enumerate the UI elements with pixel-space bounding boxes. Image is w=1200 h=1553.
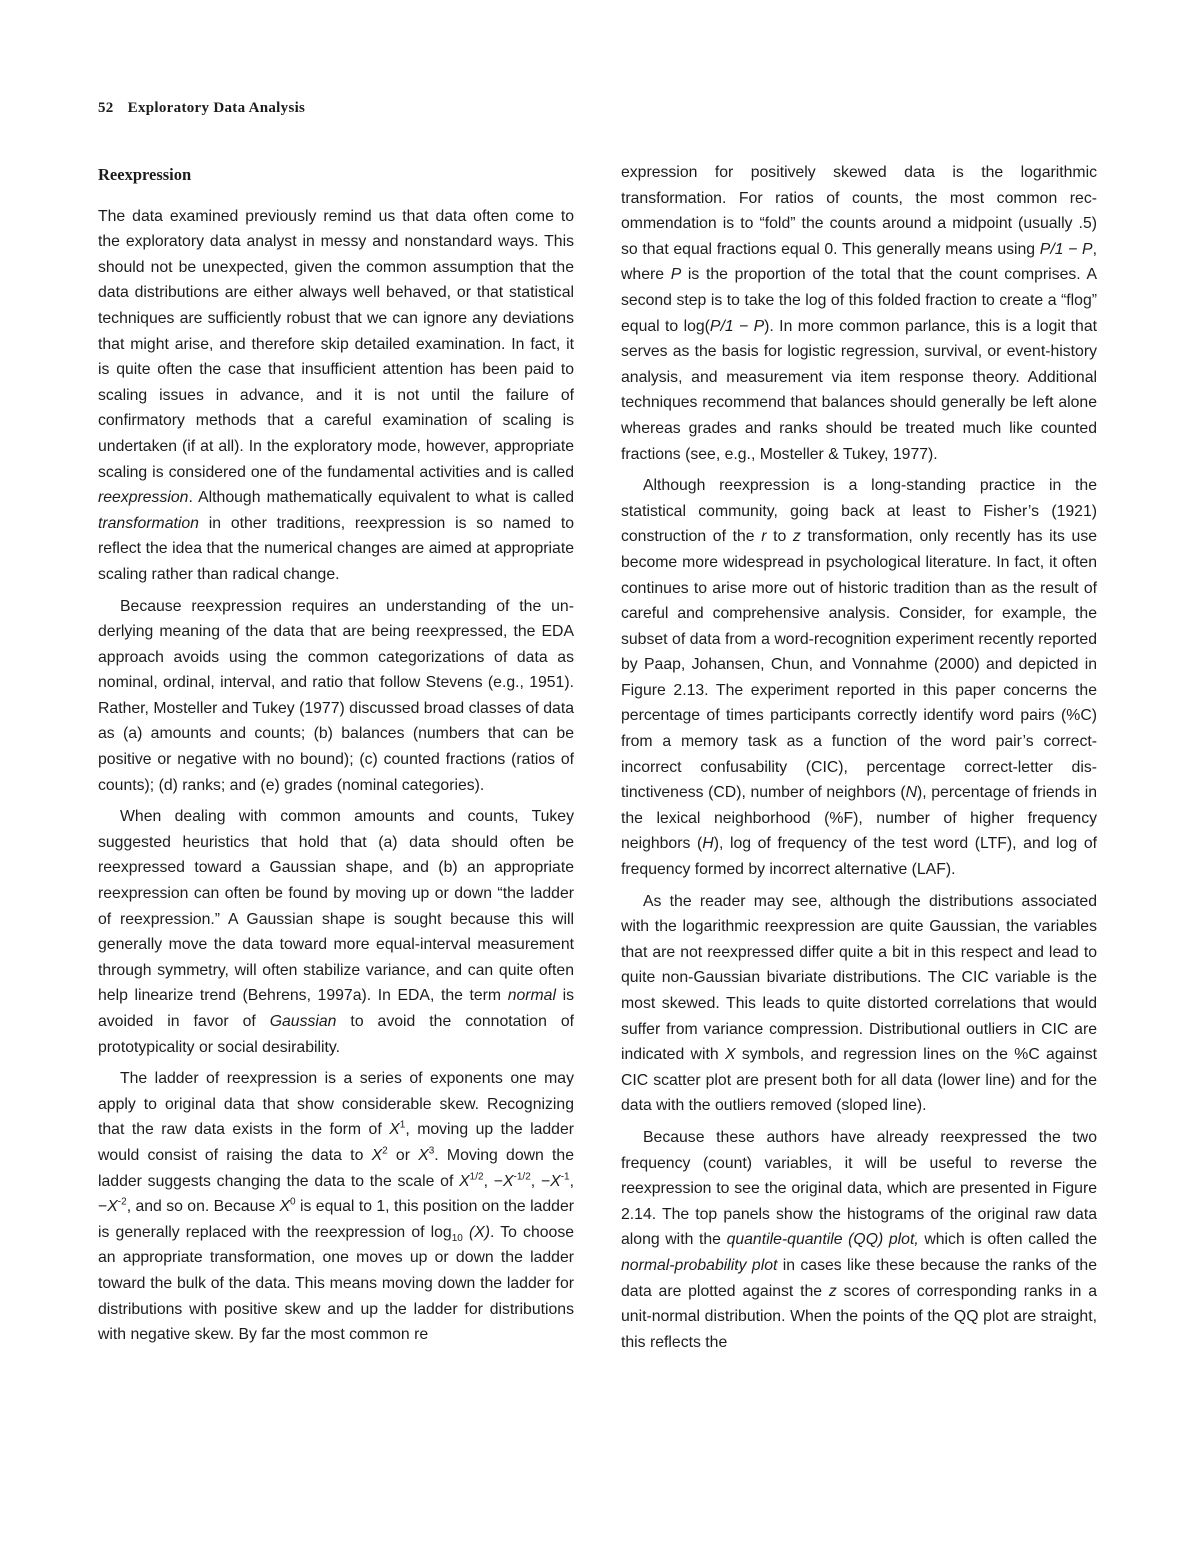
page-number: 52	[98, 100, 114, 116]
left-column	[98, 160, 574, 1354]
right-paragraph-3: As the reader may see, although the distributions associated with the logarithmic reexpression are quite Gaussian, the variables that are not reexpressed differ quite a bit in this respect and lead to quite non-Gaussian bivariate distributions. The CIC variable is the most skewed. This leads to quite distorted correlations that would suffer from variance compression. Distributional outliers in CIC are indicated with X symbols, and regression lines on the %C against CIC scatter plot are present both for all data (lower line) and for the data with the outliers removed (sloped line).	[621, 892, 1097, 1115]
right-paragraph-2: Although reexpression is a long-standing practice in the statistical community, going back at least to Fisher’s (1921) construction of the r to z transformation, only recently has its use become more widespread in psychological literature. In fact, it often continues to arise more out of historic tradition than as the result of careful and comprehensive analysis. Consider, for example, the subset of data from a word-recognition experiment recently reported by Paap, Johansen, Chun, and Vonnahme (2000) and depicted in Figure 2.13. The experiment reported in this paper concerns the percentage of times participants correctly identify word pairs (%C) from a memory task as a function of the word pair’s correct-incorrect confusability (CIC), percentage correct-letter distinctiveness (CD), number of neighbors (N), percentage of friends in the lexical neighborhood (%F), number of higher frequency neighbors (H), log of frequency of the test word (LTF), and log of frequency formed by incorrect alternative (LAF).	[621, 477, 1098, 879]
running-head	[98, 100, 305, 117]
left-paragraph-2: Because reexpression requires an understanding of the underlying meaning of the data that are being reexpressed, the EDA approach avoids using the common categorizations of data as nominal, ordinal, interval, and ratio that follow Stevens (e.g., 1951). Rather, Mosteller and Tukey (1977) discussed broad classes of data as (a) amounts and counts; (b) balances (numbers that can be positive or negative with no bound); (c) counted fractions (ratios of counts); (d) ranks; and (e) grades (nominal categories).	[98, 597, 574, 794]
section-heading: Reexpression	[98, 165, 192, 184]
left-paragraph-1: The data examined previously remind us that data often come to the exploratory data analyst in messy and nonstandard ways. This should not be unexpected, given the common assumption that the data distributions are either always well behaved, or that statistical techniques are sufficiently robust that we can ignore any deviations that might arise, and therefore skip detailed examination. In fact, it is quite often the case that insufficient attention has been paid to scaling issues in advance, and it is not until the failure of confirmatory methods that a careful examination of scaling is undertaken (if at all). In the exploratory mode, however, appropriate scaling is considered one of the fundamental activities and is called reexpression. Although mathematically equivalent to what is called transformation in other traditions, reexpression is so named to reflect the idea that the numerical changes are aimed at appropriate scaling rather than radical change.	[98, 207, 574, 583]
left-paragraph-3: When dealing with common amounts and counts, Tukey suggested heuristics that hold that (a) data should often be reexpressed toward a Gaussian shape, and (b) an appropriate reexpression can often be found by moving up or down “the ladder of reexpression.” A Gaussian shape is sought because this will generally move the data toward more equal-interval measurement through symmetry, will often stabilize variance, and can quite often help linearize trend (Behrens, 1997a). In EDA, the term normal is avoided in favor of Gaussian to avoid the connotation of prototypicality or social desirability.	[98, 808, 574, 1056]
right-column	[621, 160, 1097, 1361]
right-paragraph-4: Because these authors have already reexpressed the two frequency (count) variables, it will be useful to reverse the reexpression to see the original data, which are presented in Figure 2.14. The top panels show the histograms of the original raw data along with the quantile-quantile (QQ) plot, which is often called the normal-probability plot in cases like these because the ranks of the data are plotted against the z scores of corresponding ranks in a unit-normal distribution. When the points of the QQ plot are straight, this reflects the	[621, 1128, 1097, 1351]
left-paragraph-4: The ladder of reexpression is a series of exponents one may apply to original data that show considerable skew. Recognizing that the raw data exists in the form of $X^1$, moving up the ladder would consist of raising the data to $X^2$ or $X^3$. Moving down the ladder suggests changing the data to the scale of $X^{1/2}$, $-X^{-1/2}$, $-X^{-1}$, $-X^{-2}$, and so on. Because $X^0$ is equal to 1, this position on the ladder is generally replaced with the reexpression of $\log_{10} (X)$. To choose an appropriate transformation, one moves up or down the ladder toward the bulk of the data. This means moving down the ladder for distributions with positive skew and up the ladder for distributions with negative skew. By far the most common re	[98, 1070, 575, 1344]
book-title: Exploratory Data Analysis	[127, 100, 306, 116]
right-paragraph-1: expression for positively skewed data is the logarithmic transformation. For ratios of counts, the most common recommendation is to “fold” the counts around a midpoint (usually .5) so that equal fractions equal 0. This generally means using P/1 − P, where P is the proportion of the total that the count comprises. A second step is to take the log of this folded fraction to create a “flog” equal to log(P/1 − P). In more common parlance, this is a logit that serves as the basis for logistic regression, survival, or event-history analysis, and measurement via item response theory. Additional techniques recommend that balances should generally be left alone whereas grades and ranks should be treated much like counted fractions (see, e.g., Mosteller & Tukey, 1977).	[621, 164, 1097, 463]
